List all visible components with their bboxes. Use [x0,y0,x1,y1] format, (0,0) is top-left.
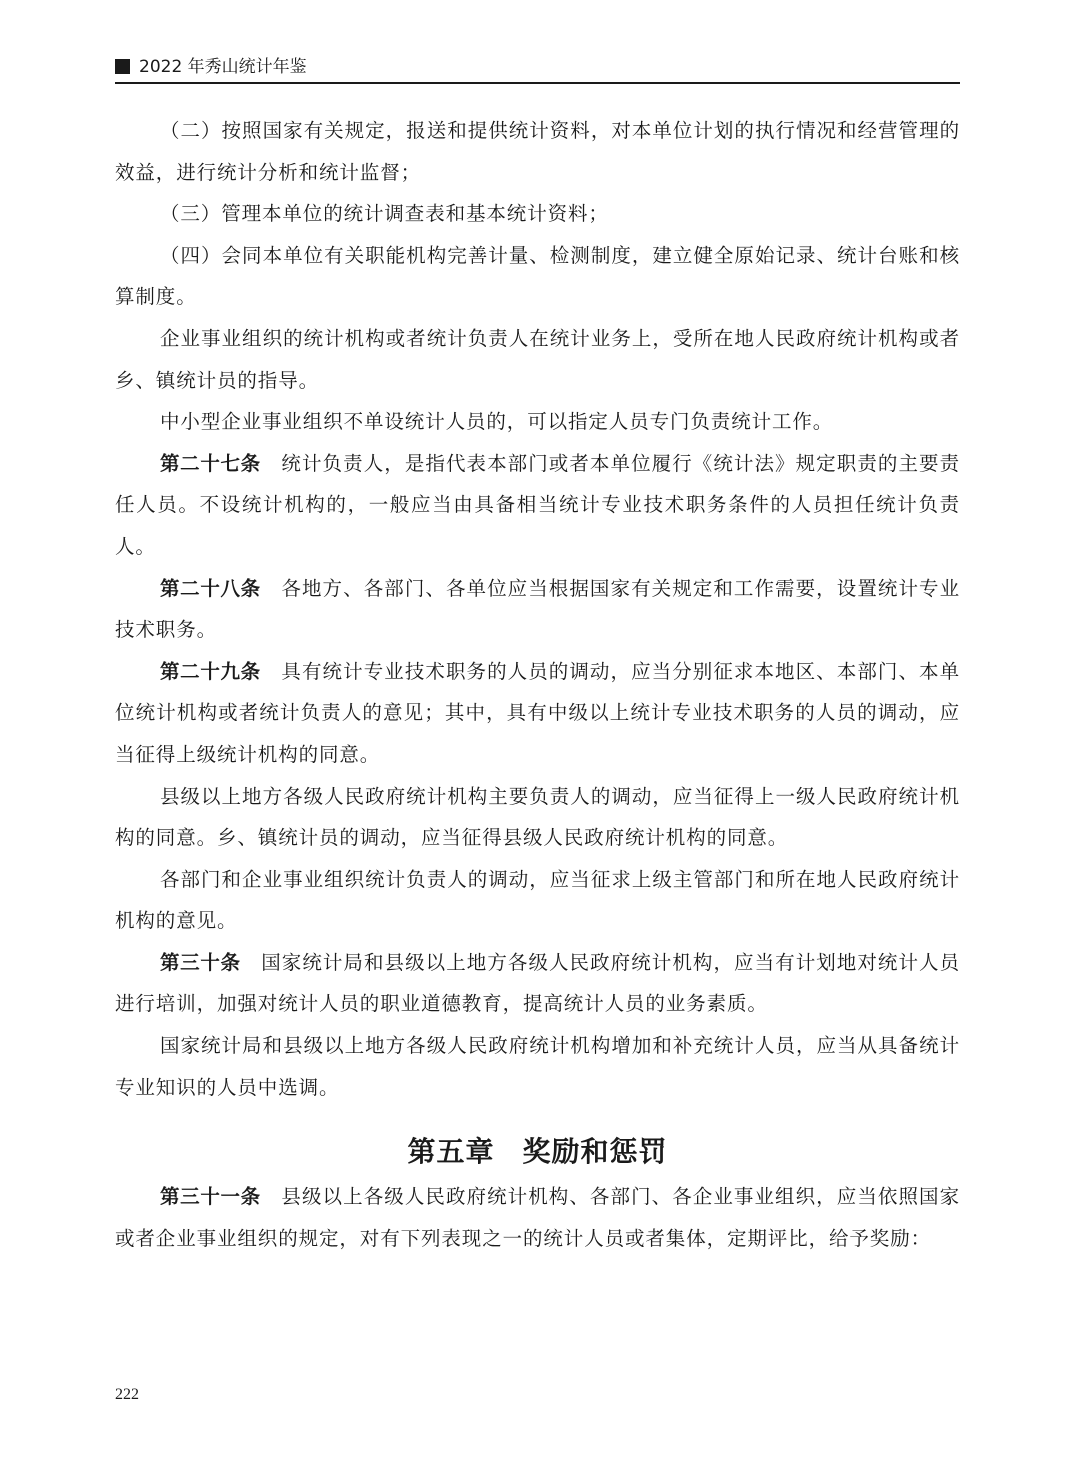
article-number: 第三十一条 [160,1185,261,1209]
article-paragraph [115,1176,960,1259]
chapter-title: 奖励和惩罚 [522,1135,668,1169]
paragraph-text: 县级以上地方各级人民政府统计机构主要负责人的调动，应当征得上一级人民政府统计机构的同意。乡、镇统计员的调动，应当征得县级人民政府统计机构的同意。 [115,784,960,850]
paragraph-text: （三）管理本单位的统计调查表和基本统计资料； [160,202,609,226]
running-header [115,56,960,84]
header-square-icon [115,59,130,74]
paragraph [115,776,960,859]
article-number: 第三十条 [160,950,241,974]
paragraph [115,401,960,443]
paragraph [115,318,960,401]
paragraph-text: （二）按照国家有关规定，报送和提供统计资料，对本单位计划的执行情况和经营管理的效益，进行统计分析和统计监督； [115,119,960,184]
paragraph [115,235,960,318]
article-number: 第二十七条 [160,451,261,475]
paragraph-text: 统计负责人，是指代表本部门或者本单位履行《统计法》规定职责的主要责任人员。不设统计机构的，一般应当由具备相当统计专业技术职务条件的人员担任统计负责人。 [115,451,960,558]
paragraph-text: 具有统计专业技术职务的人员的调动，应当分别征求本地区、本部门、本单位统计机构或者统计负责人的意见；其中，具有中级以上统计专业技术职务的人员的调动，应当征得上级统计机构的同意。 [115,659,960,766]
paragraph [115,193,960,235]
article-paragraph [115,651,960,776]
paragraph-text: 各地方、各部门、各单位应当根据国家有关规定和工作需要，设置统计专业技术职务。 [115,576,960,642]
chapter-heading [115,1132,960,1172]
paragraph [115,110,960,193]
chapter-number: 第五章 [407,1135,495,1169]
paragraph-text: 中小型企业事业组织不单设统计人员的，可以指定人员专门负责统计工作。 [160,410,834,434]
article-paragraph [115,942,960,1025]
paragraph-text: 国家统计局和县级以上地方各级人民政府统计机构，应当有计划地对统计人员进行培训，加强对统计人员的职业道德教育，提高统计人员的业务素质。 [115,950,960,1016]
paragraph-text: 县级以上各级人民政府统计机构、各部门、各企业事业组织，应当依照国家或者企业事业组织的规定，对有下列表现之一的统计人员或者集体，定期评比，给予奖励： [115,1185,960,1250]
article-number: 第二十八条 [160,576,261,600]
header-rule [115,82,960,84]
page-number: 222 [115,1386,139,1403]
paragraph-text: 企业事业组织的统计机构或者统计负责人在统计业务上，受所在地人民政府统计机构或者乡、镇统计员的指导。 [115,326,960,392]
paragraph-text: 国家统计局和县级以上地方各级人民政府统计机构增加和补充统计人员，应当从具备统计专业知识的人员中选调。 [115,1034,960,1099]
paragraph [115,859,960,942]
paragraph [115,1025,960,1108]
article-paragraph [115,568,960,651]
header-title: 2022 年秀山统计年鉴 [139,57,307,77]
article-number: 第二十九条 [160,659,261,683]
paragraph-text: （四）会同本单位有关职能机构完善计量、检测制度，建立健全原始记录、统计台账和核算制度。 [115,243,960,309]
paragraph-text: 各部门和企业事业组织统计负责人的调动，应当征求上级主管部门和所在地人民政府统计机构的意见。 [115,867,960,933]
article-paragraph [115,443,960,568]
body-text [115,110,960,1259]
